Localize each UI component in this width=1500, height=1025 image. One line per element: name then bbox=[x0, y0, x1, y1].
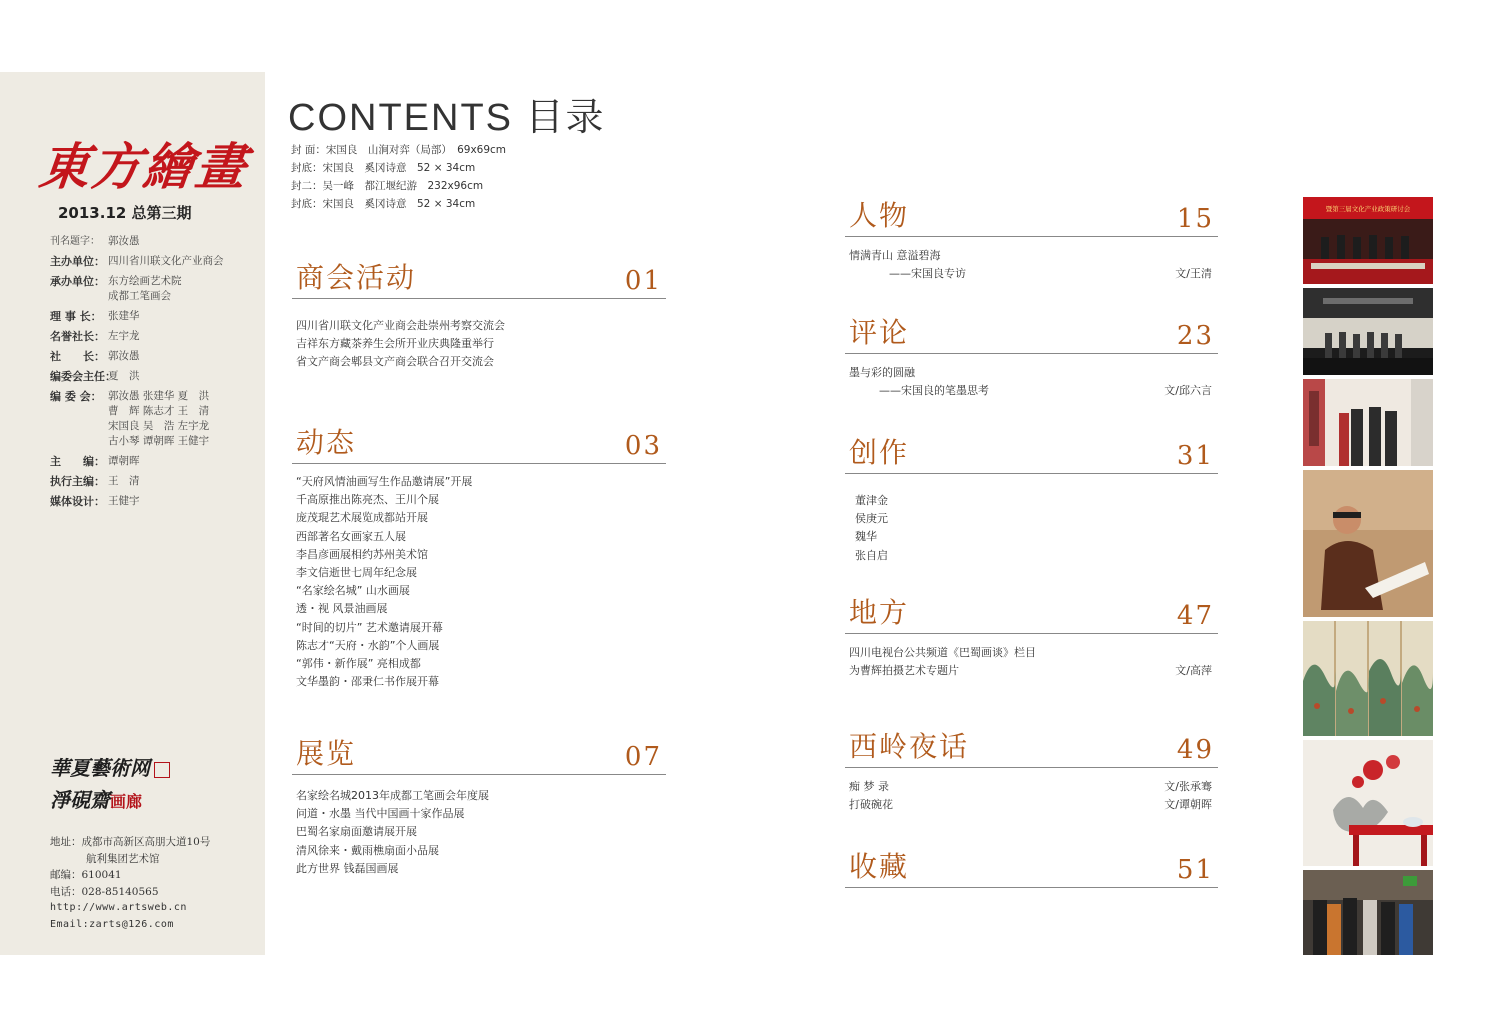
artist-portrait-photo[interactable] bbox=[1303, 470, 1433, 617]
section-business bbox=[292, 256, 666, 372]
credit-line: 封二：吴一峰 都江堰纪游 232x96cm bbox=[291, 180, 484, 192]
staff-names: 郭汝愚 张建华 夏 洪 曹 辉 陈志才 王 清 宋国良 吴 浩 左宇龙 古小琴 谭朝晖 王健宇 bbox=[108, 390, 210, 447]
list-item[interactable]: 四川电视台公共频道《巴蜀画谈》栏目 bbox=[849, 646, 1036, 659]
staff-row bbox=[50, 494, 260, 509]
staff-names: 四川省川联文化产业商会 bbox=[108, 255, 224, 267]
peony-painting-photo[interactable] bbox=[1303, 740, 1433, 866]
staff-list bbox=[50, 234, 260, 514]
cover-credits bbox=[291, 141, 506, 213]
section-title[interactable]: 创作 bbox=[849, 436, 910, 469]
staff-row bbox=[50, 309, 260, 324]
credit-line: 封 面：宋国良 山涧对弈（局部） 69x69cm bbox=[291, 144, 507, 156]
list-item[interactable]: 情满青山 意溢碧海 bbox=[849, 249, 941, 262]
list-item[interactable]: 清风徐来・戴雨樵扇面小品展 bbox=[296, 843, 439, 857]
staff-role: 编 委 会： bbox=[50, 390, 102, 403]
issue-number: 2013.12 总第三期 bbox=[58, 204, 192, 222]
staff-role: 媒体设计： bbox=[50, 495, 105, 508]
section-local bbox=[845, 591, 1218, 680]
list-item[interactable]: 侯庚元 bbox=[855, 512, 888, 526]
list-item[interactable]: 董津金 bbox=[855, 494, 888, 507]
section-title[interactable]: 商会活动 bbox=[296, 261, 417, 294]
staff-names: 谭朝晖 bbox=[108, 455, 140, 467]
list-item[interactable]: 李文信逝世七周年纪念展 bbox=[296, 566, 417, 580]
contact-info bbox=[50, 834, 260, 933]
staff-row bbox=[50, 369, 260, 384]
list-item[interactable]: 此方世界 钱磊国画展 bbox=[296, 861, 399, 875]
list-item[interactable]: “时间的切片” 艺术邀请展开幕 bbox=[296, 620, 443, 634]
staff-names: 东方绘画艺术院 成都工笔画会 bbox=[108, 275, 182, 302]
staff-names: 左宇龙 bbox=[108, 330, 140, 342]
section-title[interactable]: 地方 bbox=[849, 596, 910, 629]
list-item[interactable]: 四川省川联文化产业商会赴崇州考察交流会 bbox=[296, 319, 505, 332]
staff-names: 王 清 bbox=[108, 475, 140, 487]
magazine-title: 東方繪畫 bbox=[36, 137, 251, 196]
list-item[interactable]: 透・视 风景油画展 bbox=[296, 602, 388, 616]
list-item[interactable]: “名家绘名城” 山水画展 bbox=[296, 584, 410, 598]
masthead-panel bbox=[0, 72, 265, 955]
list-item[interactable]: 魏华 bbox=[855, 530, 877, 544]
section-people bbox=[845, 194, 1218, 283]
staff-role: 承办单位： bbox=[50, 275, 105, 288]
section-title[interactable]: 动态 bbox=[296, 426, 357, 459]
staff-role: 社 长： bbox=[50, 350, 105, 363]
list-item[interactable]: 痴 梦 录 文/张承骞 bbox=[849, 780, 1212, 793]
staff-row bbox=[50, 274, 260, 304]
section-title[interactable]: 西岭夜话 bbox=[849, 730, 970, 763]
list-item[interactable]: 问道・水墨 当代中国画十家作品展 bbox=[296, 807, 465, 821]
section-title[interactable]: 评论 bbox=[849, 316, 910, 349]
street-interview-photo[interactable] bbox=[1303, 870, 1433, 955]
section-title[interactable]: 收藏 bbox=[849, 850, 910, 883]
section-items bbox=[292, 464, 666, 691]
section-page: 15 bbox=[1176, 204, 1214, 234]
list-item[interactable]: 巴蜀名家扇面邀请展开展 bbox=[296, 825, 417, 839]
website-link[interactable]: http://www.artsweb.cn bbox=[50, 902, 187, 913]
staff-role: 编委会主任： bbox=[50, 370, 116, 383]
email-link[interactable]: Email:zarts@126.com bbox=[50, 918, 174, 930]
section-page: 31 bbox=[1176, 441, 1214, 471]
section-night-talk bbox=[845, 725, 1218, 814]
section-page: 01 bbox=[624, 266, 662, 296]
list-item[interactable]: “天府风情油画写生作品邀请展”开展 bbox=[296, 475, 473, 488]
exhibition-opening-photo[interactable] bbox=[1303, 288, 1433, 375]
gallery-logo-line2: 淨硯齋 bbox=[50, 788, 110, 812]
list-item[interactable]: 名家绘名城2013年成都工笔画会年度展 bbox=[296, 789, 489, 802]
list-item[interactable]: 李昌彦画展相约苏州美术馆 bbox=[296, 547, 428, 561]
section-items bbox=[292, 775, 666, 878]
phone: 电话：028-85140565 bbox=[50, 885, 159, 898]
gallery-visit-photo[interactable] bbox=[1303, 379, 1433, 466]
gallery-logo bbox=[50, 752, 170, 818]
staff-names: 郭汝愚 bbox=[108, 350, 140, 362]
staff-role: 名誉社长： bbox=[50, 330, 105, 343]
meeting-photo[interactable] bbox=[1303, 197, 1433, 284]
section-page: 03 bbox=[624, 431, 662, 461]
staff-row bbox=[50, 234, 260, 249]
staff-row bbox=[50, 474, 260, 489]
list-item[interactable]: 省文产商会郫县文产商会联合召开交流会 bbox=[296, 355, 494, 369]
section-creation bbox=[845, 431, 1218, 565]
list-item[interactable]: 文华墨韵・邵秉仁书作展开幕 bbox=[296, 675, 439, 689]
section-news bbox=[292, 421, 666, 691]
staff-role: 刊名题字： bbox=[50, 236, 100, 247]
section-exhibition bbox=[292, 732, 666, 878]
section-items bbox=[845, 354, 1218, 400]
list-item[interactable]: 庞茂琨艺术展览成都站开展 bbox=[296, 511, 428, 525]
staff-role: 主办单位： bbox=[50, 255, 105, 268]
list-item[interactable]: 千高原推出陈亮杰、王川个展 bbox=[296, 493, 439, 507]
staff-row bbox=[50, 389, 260, 449]
list-item[interactable]: 为曹辉拍摄艺术专题片 文/高萍 bbox=[849, 664, 1212, 678]
staff-row bbox=[50, 254, 260, 269]
seal-icon bbox=[154, 762, 170, 778]
list-item[interactable]: ——宋国良专访 文/王清 bbox=[889, 267, 1212, 281]
section-items bbox=[292, 299, 666, 372]
banner-text: 暨第三届文化产业政策研讨会 bbox=[1325, 205, 1411, 213]
staff-row bbox=[50, 454, 260, 469]
list-item[interactable]: 吉祥东方藏茶养生会所开业庆典隆重举行 bbox=[296, 337, 494, 351]
section-page: 51 bbox=[1176, 855, 1214, 885]
section-items bbox=[845, 768, 1218, 814]
section-collection bbox=[845, 845, 1218, 888]
list-item[interactable]: ——宋国良的笔墨思考 文/邱六言 bbox=[879, 384, 1212, 398]
section-items bbox=[845, 474, 1218, 565]
section-items bbox=[845, 634, 1218, 680]
staff-row bbox=[50, 349, 260, 364]
section-review bbox=[845, 311, 1218, 400]
list-item[interactable]: 墨与彩的圆融 bbox=[849, 366, 915, 379]
staff-names: 夏 洪 bbox=[108, 370, 140, 382]
section-page: 49 bbox=[1176, 735, 1214, 765]
address-label: 地址： bbox=[50, 836, 82, 848]
staff-role: 主 编： bbox=[50, 455, 105, 468]
address-line1: 成都市高新区高朋大道10号 bbox=[81, 836, 211, 848]
landscape-screens-photo[interactable] bbox=[1303, 621, 1433, 736]
gallery-logo-line1: 華夏藝術网 bbox=[50, 756, 150, 780]
section-title[interactable]: 人物 bbox=[849, 199, 910, 232]
list-item[interactable]: 西部著名女画家五人展 bbox=[296, 529, 406, 543]
zip-code: 邮编：610041 bbox=[50, 869, 122, 881]
section-page: 23 bbox=[1176, 321, 1214, 351]
list-item[interactable]: 张自启 bbox=[855, 548, 888, 562]
credit-line: 封底：宋国良 奚冈诗意 52 × 34cm bbox=[291, 198, 476, 210]
list-item[interactable]: 陈志才“天府・水韵”个人画展 bbox=[296, 638, 440, 652]
section-items bbox=[845, 237, 1218, 283]
staff-role: 执行主编： bbox=[50, 475, 105, 488]
contents-title: CONTENTS 目录 bbox=[288, 97, 606, 139]
section-page: 47 bbox=[1176, 601, 1214, 631]
list-item[interactable]: 打破碗花 文/谭朝晖 bbox=[849, 798, 1212, 812]
list-item[interactable]: “郭伟・新作展” 亮相成都 bbox=[296, 657, 421, 671]
section-page: 07 bbox=[624, 742, 662, 772]
staff-role: 理 事 长： bbox=[50, 310, 102, 323]
credit-line: 封底：宋国良 奚冈诗意 52 × 34cm bbox=[291, 162, 476, 174]
address-line2: 航利集团艺术馆 bbox=[86, 852, 160, 865]
staff-names: 张建华 bbox=[108, 310, 140, 322]
section-title[interactable]: 展览 bbox=[296, 737, 357, 770]
gallery-logo-suffix: 画廊 bbox=[110, 792, 143, 811]
staff-row bbox=[50, 329, 260, 344]
staff-names: 郭汝愚 bbox=[108, 235, 140, 247]
staff-names: 王健宇 bbox=[108, 495, 140, 507]
